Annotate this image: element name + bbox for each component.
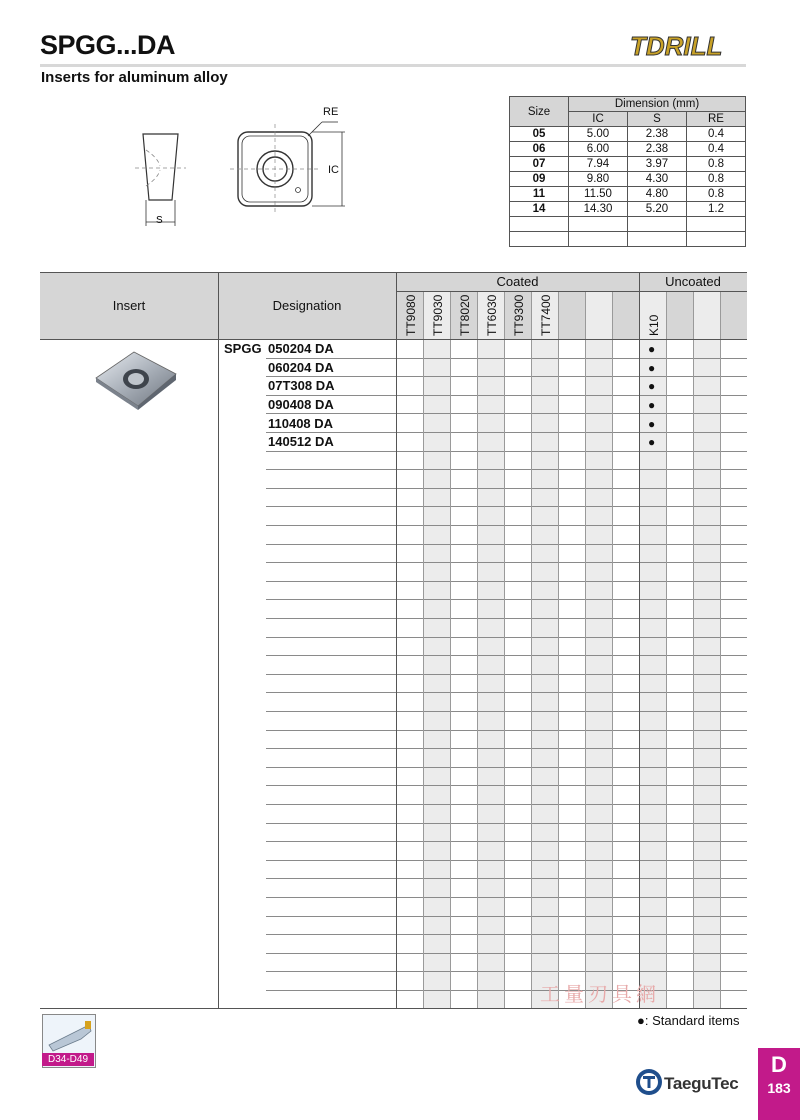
grade-column-divider	[666, 292, 667, 1008]
ic-cell: 6.00	[569, 142, 628, 157]
s-cell: 5.20	[628, 202, 687, 217]
row-divider	[266, 544, 747, 545]
row-divider	[266, 804, 747, 805]
dim-row-empty	[510, 217, 746, 232]
dim-row-empty	[510, 232, 746, 247]
row-divider	[266, 823, 747, 824]
dimension-table	[509, 96, 746, 247]
ic-col-header: IC	[569, 112, 628, 127]
re-cell: 0.8	[687, 187, 746, 202]
row-divider	[266, 655, 747, 656]
header-bottom-border	[40, 339, 747, 340]
grade-column-divider	[423, 292, 424, 1008]
row-divider	[266, 711, 747, 712]
standard-dot: ●	[648, 342, 656, 356]
taegutec-logo-icon	[635, 1068, 663, 1101]
grade-tt7400: TT7400	[539, 294, 553, 336]
ic-cell: 14.30	[569, 202, 628, 217]
ic-label: IC	[328, 164, 339, 176]
grade-column-divider	[558, 292, 559, 1008]
ic-cell: 7.94	[569, 157, 628, 172]
s-cell: 2.38	[628, 142, 687, 157]
standard-dot: ●	[648, 361, 656, 375]
row-divider	[266, 637, 747, 638]
re-cell: 0.8	[687, 172, 746, 187]
grade-column-divider	[450, 292, 451, 1008]
ic-cell: 5.00	[569, 127, 628, 142]
title-rule	[40, 64, 746, 67]
coated-header-divider	[396, 291, 747, 292]
size-cell: 05	[510, 127, 569, 142]
s-col-header: S	[628, 112, 687, 127]
row-divider	[266, 618, 747, 619]
row-divider	[266, 413, 747, 414]
section-letter: D	[771, 1052, 787, 1077]
standard-dot: ●	[648, 398, 656, 412]
grade-tt8020: TT8020	[458, 294, 472, 336]
row-divider	[266, 692, 747, 693]
page-title: SPGG...DA	[40, 30, 176, 60]
grade-column-shade	[585, 292, 612, 1008]
row-divider	[266, 562, 747, 563]
dim-row	[510, 127, 746, 142]
size-cell: 11	[510, 187, 569, 202]
row-divider	[266, 395, 747, 396]
page-number: 183	[767, 1080, 791, 1096]
row-divider	[266, 506, 747, 507]
size-header: Size	[510, 97, 569, 127]
svg-text:TDRILL: TDRILL	[630, 31, 723, 61]
table-top-border	[40, 272, 747, 273]
grade-column-divider	[612, 292, 613, 1008]
row-divider	[266, 599, 747, 600]
grade-column-shade	[423, 292, 450, 1008]
standard-dot: ●	[648, 379, 656, 393]
designation-cell: 060204 DA	[268, 360, 334, 375]
company-name: TaeguTec	[664, 1074, 739, 1093]
insert-photo	[92, 348, 180, 412]
row-divider	[266, 432, 747, 433]
row-divider	[266, 488, 747, 489]
column-divider	[218, 272, 219, 1008]
grade-column-divider	[531, 292, 532, 1008]
ic-cell: 9.80	[569, 172, 628, 187]
row-divider	[266, 971, 747, 972]
column-divider	[396, 272, 397, 1008]
row-divider	[266, 990, 747, 991]
dimension-header: Dimension (mm)	[569, 97, 746, 112]
table-bottom-border	[40, 1008, 747, 1009]
row-divider	[266, 785, 747, 786]
column-divider	[639, 272, 640, 1008]
grade-column-divider	[585, 292, 586, 1008]
grade-column-shade	[693, 292, 720, 1008]
grade-column-divider	[720, 292, 721, 1008]
designation-cell: 090408 DA	[268, 397, 334, 412]
grade-column-divider	[693, 292, 694, 1008]
grade-tt9030: TT9030	[431, 294, 445, 336]
designation-cell: 050204 DA	[268, 341, 334, 356]
row-divider	[266, 469, 747, 470]
designation-cell: 07T308 DA	[268, 378, 335, 393]
dim-row	[510, 157, 746, 172]
row-divider	[266, 358, 747, 359]
size-cell: 07	[510, 157, 569, 172]
row-divider	[266, 860, 747, 861]
coated-header: Coated	[496, 274, 539, 289]
grade-column-divider	[504, 292, 505, 1008]
re-cell: 0.4	[687, 127, 746, 142]
dim-row	[510, 187, 746, 202]
s-cell: 4.80	[628, 187, 687, 202]
tdrill-logo	[628, 30, 748, 62]
row-divider	[266, 767, 747, 768]
standard-dot: ●	[648, 435, 656, 449]
re-col-header: RE	[687, 112, 746, 127]
designation-header: Designation	[272, 298, 342, 313]
page-subtitle: Inserts for aluminum alloy	[41, 69, 228, 86]
uncoated-header: Uncoated	[665, 274, 721, 289]
grade-tt9300: TT9300	[512, 294, 526, 336]
row-divider	[266, 934, 747, 935]
size-cell: 06	[510, 142, 569, 157]
re-cell: 0.4	[687, 142, 746, 157]
row-divider	[266, 451, 747, 452]
re-cell: 1.2	[687, 202, 746, 217]
dim-row	[510, 172, 746, 187]
designation-cell: 110408 DA	[268, 416, 334, 431]
designation-cell: 140512 DA	[268, 434, 334, 449]
insert-header: Insert	[112, 298, 146, 313]
grade-column-shade	[477, 292, 504, 1008]
row-divider	[266, 674, 747, 675]
row-divider	[266, 525, 747, 526]
grade-tt9080: TT9080	[404, 294, 418, 336]
designation-prefix: SPGG	[224, 341, 262, 356]
s-label: S	[156, 215, 163, 226]
standard-dot: ●	[648, 417, 656, 431]
s-cell: 3.97	[628, 157, 687, 172]
row-divider	[266, 897, 747, 898]
grade-column-shade	[531, 292, 558, 1008]
watermark: 工量刃具網	[540, 982, 660, 1006]
grade-column-divider	[477, 292, 478, 1008]
s-cell: 2.38	[628, 127, 687, 142]
size-cell: 14	[510, 202, 569, 217]
dim-row	[510, 202, 746, 217]
s-cell: 4.30	[628, 172, 687, 187]
row-divider	[266, 916, 747, 917]
row-divider	[266, 748, 747, 749]
row-divider	[266, 581, 747, 582]
re-label: RE	[323, 106, 339, 118]
grade-k10: K10	[647, 314, 661, 336]
row-divider	[266, 730, 747, 731]
grade-table	[40, 272, 747, 1008]
size-cell: 09	[510, 172, 569, 187]
row-divider	[266, 376, 747, 377]
row-divider	[266, 878, 747, 879]
dim-row	[510, 142, 746, 157]
ic-cell: 11.50	[569, 187, 628, 202]
badge-page-range[interactable]: D34-D49	[42, 1053, 94, 1066]
grade-tt6030: TT6030	[485, 294, 499, 336]
row-divider	[266, 841, 747, 842]
row-divider	[266, 953, 747, 954]
standard-items-legend: ●: Standard items	[637, 1013, 740, 1028]
re-cell: 0.8	[687, 157, 746, 172]
